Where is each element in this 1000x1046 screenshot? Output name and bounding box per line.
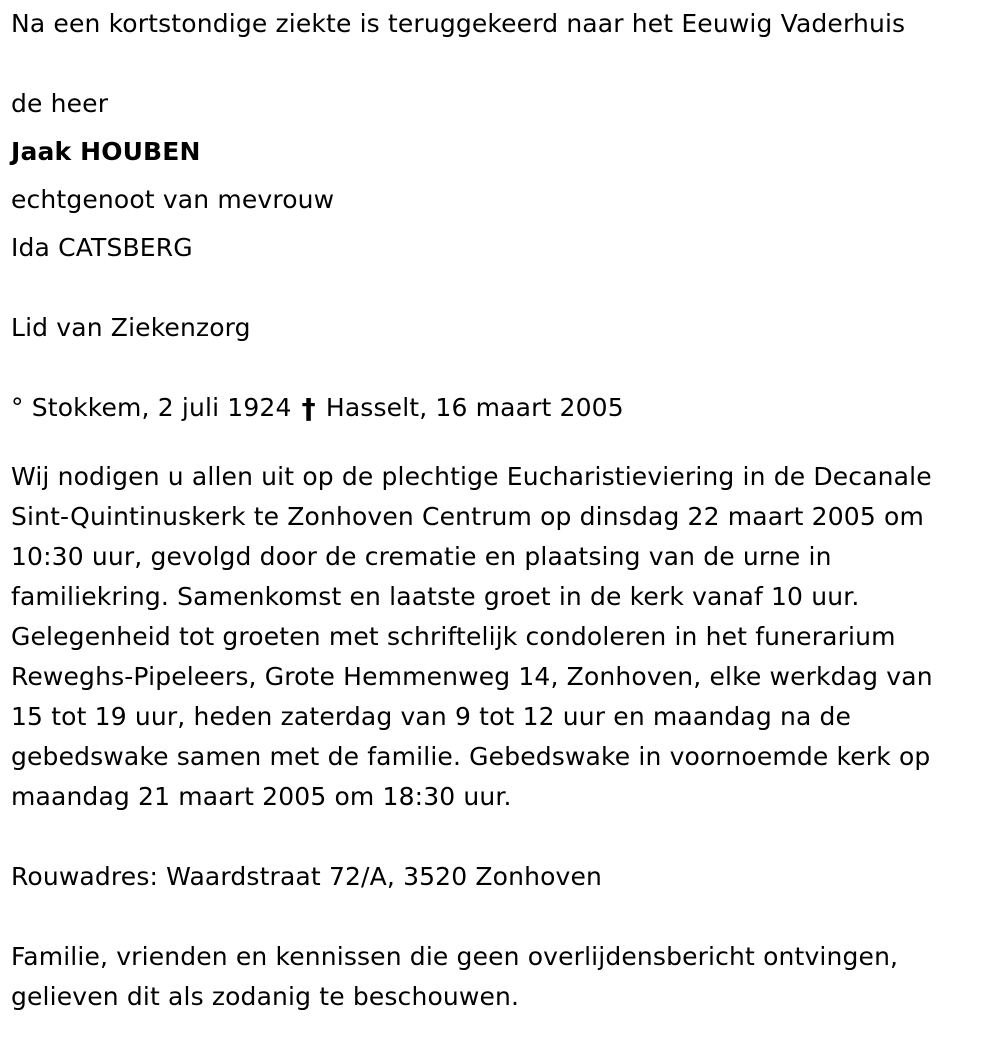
invitation-line: maandag 21 maart 2005 om 18:30 uur. xyxy=(11,782,512,811)
title-prefix: de heer xyxy=(11,89,109,118)
invitation-line: gebedswake samen met de familie. Gebedswake in voornoemde kerk op xyxy=(11,742,931,771)
mourning-address: Rouwadres: Waardstraat 72/A, 3520 Zonhoven xyxy=(11,862,603,891)
invitation-line: 10:30 uur, gevolgd door de crematie en plaatsing van de urne in xyxy=(11,542,832,571)
spacer xyxy=(11,433,996,457)
closing-paragraph xyxy=(11,937,996,1017)
invitation-line: Sint-Quintinuskerk te Zonhoven Centrum op dinsdag 22 maart 2005 om xyxy=(11,502,924,531)
spacer xyxy=(11,352,996,384)
spouse-name: Ida CATSBERG xyxy=(11,233,193,262)
spacer xyxy=(11,48,996,80)
intro-text: Na een kortstondige ziekte is teruggekeerd naar het Eeuwig Vaderhuis xyxy=(11,9,906,38)
death-notice xyxy=(11,0,996,1017)
deceased-name: Jaak HOUBEN xyxy=(11,137,201,166)
birth-date: ° Stokkem, 2 juli 1924 xyxy=(11,393,292,422)
spacer xyxy=(11,272,996,304)
invitation-paragraph xyxy=(11,457,996,817)
invitation-line: Wij nodigen u allen uit op de plechtige Eucharistieviering in de Decanale xyxy=(11,462,932,491)
spacer xyxy=(11,897,996,937)
cross-icon: † xyxy=(301,392,316,425)
death-date: Hasselt, 16 maart 2005 xyxy=(325,393,624,422)
invitation-line: Gelegenheid tot groeten met schriftelijk condoleren in het funerarium xyxy=(11,622,896,651)
spouse-label: echtgenoot van mevrouw xyxy=(11,185,335,214)
invitation-line: Reweghs-Pipeleers, Grote Hemmenweg 14, Zonhoven, elke werkdag van xyxy=(11,662,933,691)
spacer xyxy=(11,817,996,857)
life-dates xyxy=(11,384,996,433)
membership: Lid van Ziekenzorg xyxy=(11,313,251,342)
invitation-line: 15 tot 19 uur, heden zaterdag van 9 tot 12 uur en maandag na de xyxy=(11,702,852,731)
invitation-line: familiekring. Samenkomst en laatste groet in de kerk vanaf 10 uur. xyxy=(11,582,860,611)
closing-line: gelieven dit als zodanig te beschouwen. xyxy=(11,982,520,1011)
closing-line: Familie, vrienden en kennissen die geen overlijdensbericht ontvingen, xyxy=(11,942,899,971)
